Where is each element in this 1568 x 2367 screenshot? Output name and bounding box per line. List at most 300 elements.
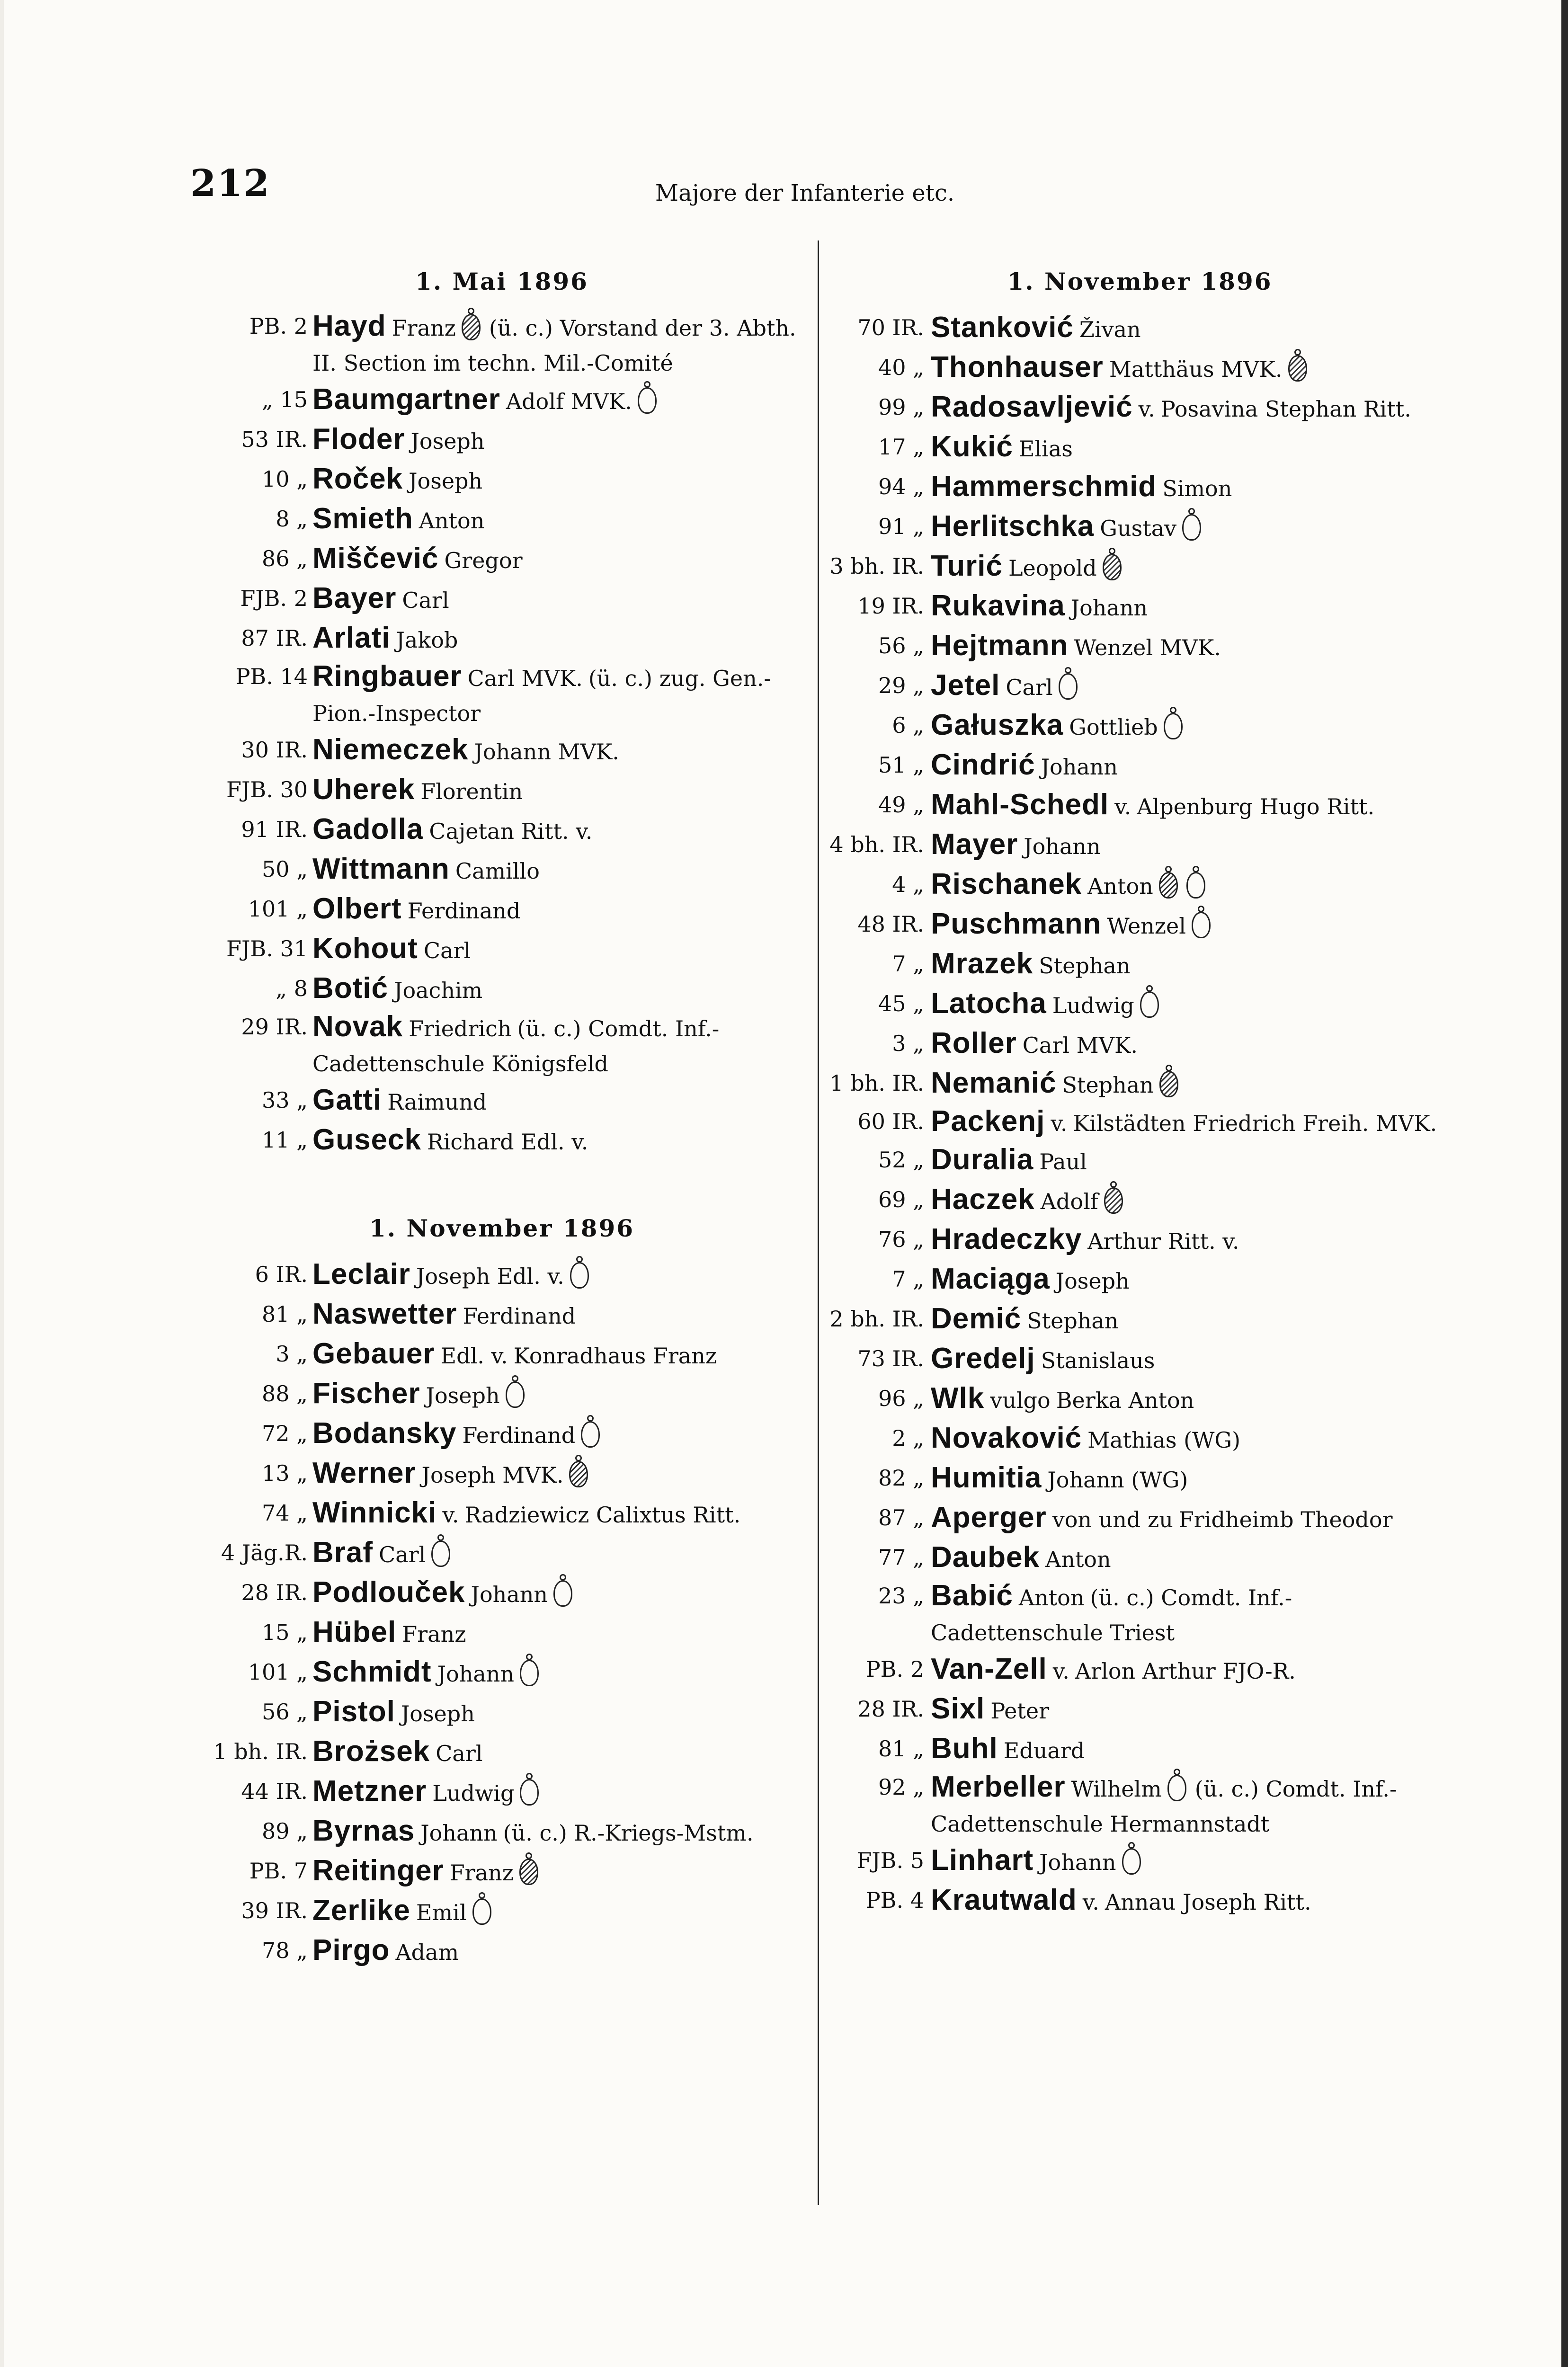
- given-name: Gregor: [444, 548, 523, 573]
- surname: Gredelj: [931, 1342, 1035, 1375]
- roster-entry: [189, 850, 814, 890]
- surname: Thonhauser: [931, 351, 1104, 383]
- unit-label: FJB. 30: [226, 777, 308, 802]
- column-divider: [818, 240, 819, 2205]
- given-name: vulgo: [990, 1388, 1051, 1413]
- unit-label: 101 „: [248, 896, 308, 922]
- surname: Botić: [312, 972, 388, 1005]
- section-heading: 1. Mai 1896: [415, 267, 588, 295]
- given-name: Simon: [1162, 476, 1232, 501]
- unit-label: 49 „: [878, 792, 924, 818]
- unit-label: 82 „: [878, 1465, 924, 1491]
- roster-entry: [824, 309, 1456, 348]
- given-name: v.: [1114, 794, 1131, 819]
- roster-entry: [824, 1770, 1456, 1842]
- given-name: Stephan: [1039, 953, 1131, 979]
- given-name: Stephan: [1062, 1072, 1154, 1098]
- crowned-medal-icon: [1159, 872, 1178, 899]
- section-heading: 1. November 1896: [1007, 267, 1273, 295]
- surname: Mayer: [931, 828, 1018, 861]
- medal-icon: [506, 1381, 525, 1408]
- unit-label: 7 „: [892, 951, 924, 977]
- given-name: Wenzel MVK.: [1074, 635, 1221, 660]
- roster-entry: [189, 1375, 814, 1415]
- roster-entry: [824, 826, 1456, 865]
- unit-label: 4 bh. IR.: [829, 832, 924, 857]
- unit-label: 91 „: [878, 514, 924, 539]
- given-name: Ludwig: [432, 1780, 515, 1806]
- surname: Linhart: [931, 1844, 1034, 1877]
- surname: Novak: [312, 1010, 403, 1043]
- roster-entry: [189, 1494, 814, 1534]
- unit-label: FJB. 2: [240, 586, 308, 611]
- unit-label: 17 „: [878, 434, 924, 460]
- unit-label: 56 „: [878, 633, 924, 658]
- given-name: v.: [1052, 1658, 1069, 1684]
- roster-entry: [824, 1340, 1456, 1379]
- unit-label: FJB. 5: [856, 1848, 924, 1873]
- surname: Hübel: [312, 1616, 397, 1648]
- crowned-medal-icon: [569, 1461, 588, 1487]
- roster-entry: [824, 1881, 1456, 1921]
- unit-label: 91 IR.: [241, 817, 308, 842]
- given-name: Wenzel: [1107, 913, 1186, 939]
- unit-label: 76 „: [878, 1227, 924, 1252]
- unit-label: 15 „: [262, 1620, 308, 1645]
- roster-entry: [824, 587, 1456, 627]
- surname: Ringbauer: [312, 660, 462, 693]
- unit-label: 52 „: [878, 1147, 924, 1173]
- unit-label: 86 „: [262, 546, 308, 571]
- unit-label: 28 IR.: [241, 1580, 308, 1605]
- unit-label: 48 IR.: [857, 911, 924, 937]
- roster-entry: [824, 706, 1456, 746]
- medal-icon: [1192, 912, 1211, 938]
- surname: Duralia: [931, 1143, 1034, 1176]
- given-name: Johann: [420, 1820, 498, 1846]
- entry-remark: Alpenburg Hugo Ritt.: [1137, 794, 1375, 819]
- unit-label: 74 „: [262, 1500, 308, 1526]
- entry-remark: Konradhaus Franz: [513, 1343, 717, 1369]
- unit-label: 44 IR.: [241, 1779, 308, 1804]
- crowned-medal-icon: [519, 1859, 538, 1885]
- unit-label: 56 „: [262, 1699, 308, 1725]
- given-name: Ferdinand: [407, 898, 521, 924]
- crowned-medal-icon: [1159, 1071, 1178, 1097]
- roster-entry: [824, 1842, 1456, 1881]
- given-name: Friedrich: [409, 1016, 512, 1041]
- roster-entry: [824, 627, 1456, 667]
- given-name: Franz: [449, 1860, 514, 1886]
- surname: Roček: [312, 463, 403, 495]
- roster-entry: [189, 420, 814, 460]
- roster-entry: [824, 388, 1456, 428]
- given-name: Johann: [471, 1582, 548, 1607]
- surname: Gałuszka: [931, 709, 1064, 741]
- unit-label: 45 „: [878, 991, 924, 1016]
- surname: Winnicki: [312, 1496, 437, 1529]
- given-name: Carl: [1006, 675, 1053, 700]
- given-name: v.: [1051, 1111, 1068, 1136]
- given-name: Peter: [990, 1698, 1050, 1724]
- roster-entry: [824, 1578, 1456, 1650]
- unit-label: 39 IR.: [241, 1898, 308, 1923]
- given-name: Ludwig: [1052, 993, 1134, 1018]
- surname: Arlati: [312, 622, 391, 654]
- given-name: Stanislaus: [1041, 1348, 1155, 1373]
- roster-entry: [189, 1255, 814, 1295]
- given-name: von und zu: [1052, 1507, 1173, 1532]
- unit-label: 3 „: [276, 1341, 308, 1367]
- unit-label: 2 „: [892, 1425, 924, 1451]
- roster-entry: [824, 905, 1456, 945]
- unit-label: 77 „: [878, 1545, 924, 1570]
- given-name: Johann MVK.: [474, 739, 619, 765]
- medal-icon: [553, 1580, 572, 1607]
- entry-remark: (ü. c.) zug. Gen.-Pion.-Inspector: [312, 666, 771, 726]
- unit-label: 89 „: [262, 1818, 308, 1844]
- roster-entry: [189, 731, 814, 771]
- given-name: Anton: [1045, 1547, 1111, 1572]
- unit-label: 72 „: [262, 1421, 308, 1446]
- roster-entry: [824, 1181, 1456, 1220]
- surname: Mahl-Schedl: [931, 788, 1109, 821]
- given-name: Jakob: [396, 627, 458, 653]
- given-name: Florentin: [420, 779, 523, 804]
- unit-label: 10 „: [262, 466, 308, 492]
- roster-entry: [824, 547, 1456, 587]
- given-name: Carl: [379, 1542, 426, 1567]
- crowned-medal-icon: [462, 314, 481, 340]
- unit-label: 60 IR.: [857, 1109, 924, 1134]
- unit-label: 69 „: [878, 1187, 924, 1212]
- medal-icon: [1186, 872, 1205, 899]
- roster-entry: [189, 1892, 814, 1931]
- roster-entry: [189, 890, 814, 930]
- medal-icon: [520, 1660, 539, 1686]
- roster-entry: [824, 1419, 1456, 1459]
- roster-entry: [189, 381, 814, 420]
- unit-label: 29 IR.: [241, 1014, 308, 1040]
- roster-entry: [189, 1009, 814, 1081]
- unit-label: 8 „: [276, 506, 308, 532]
- unit-label: „ 15: [262, 387, 308, 412]
- surname: Maciąga: [931, 1263, 1050, 1295]
- given-name: Matthäus MVK.: [1109, 356, 1283, 382]
- given-name: Emil: [416, 1900, 467, 1925]
- roster-entry: [824, 468, 1456, 507]
- given-name: Carl: [402, 587, 449, 613]
- medal-icon: [1059, 673, 1078, 700]
- surname: Merbeller: [931, 1771, 1066, 1803]
- surname: Haczek: [931, 1183, 1035, 1216]
- given-name: Joseph: [1055, 1268, 1130, 1294]
- surname: Baumgartner: [312, 383, 500, 416]
- roster-entry: [189, 659, 814, 731]
- roster-entry: [824, 865, 1456, 905]
- roster-entry: [189, 1852, 814, 1892]
- given-name: Carl: [436, 1741, 483, 1766]
- entry-remark: (ü. c.) R.-Kriegs-Mstm.: [503, 1820, 754, 1846]
- given-name: Mathias (WG): [1087, 1427, 1241, 1453]
- medal-icon: [570, 1262, 589, 1289]
- scan-edge-left: [0, 0, 4, 2367]
- roster-entry: [189, 1295, 814, 1335]
- surname: Naswetter: [312, 1298, 457, 1330]
- given-name: v.: [1082, 1889, 1099, 1915]
- surname: Pistol: [312, 1695, 395, 1728]
- unit-label: 4 Jäg.R.: [221, 1540, 308, 1566]
- surname: Metzner: [312, 1775, 427, 1807]
- surname: Guseck: [312, 1123, 422, 1156]
- given-name: Joseph: [426, 1383, 500, 1408]
- roster-entry: [189, 1693, 814, 1733]
- roster-entry: [189, 619, 814, 659]
- surname: Rukavina: [931, 589, 1065, 622]
- unit-label: 1 bh. IR.: [829, 1070, 924, 1096]
- unit-label: 99 „: [878, 394, 924, 420]
- unit-label: PB. 2: [249, 313, 308, 339]
- roster-entry: [824, 1539, 1456, 1578]
- running-title: Majore der Infanterie etc.: [655, 180, 955, 206]
- unit-label: 96 „: [878, 1386, 924, 1411]
- given-name: Cajetan Ritt. v.: [429, 819, 593, 844]
- surname: Sixl: [931, 1692, 985, 1725]
- roster-entry: [189, 1454, 814, 1494]
- surname: Radosavljević: [931, 391, 1133, 423]
- roster-entry: [824, 667, 1456, 706]
- crowned-medal-icon: [1103, 554, 1122, 580]
- medal-icon: [638, 387, 657, 414]
- roster-entry: [824, 786, 1456, 826]
- roster-entry: [824, 985, 1456, 1024]
- given-name: Joseph Edl. v.: [416, 1264, 564, 1289]
- entry-remark: (ü. c.) Comdt. Inf.-Cadettenschule Hermannstadt: [931, 1776, 1397, 1837]
- surname: Schmidt: [312, 1655, 432, 1688]
- given-name: Gottlieb: [1069, 714, 1158, 740]
- roster-entry: [824, 1650, 1456, 1690]
- medal-icon: [1164, 713, 1183, 739]
- surname: Leclair: [312, 1258, 410, 1290]
- unit-label: 87 IR.: [241, 625, 308, 651]
- given-name: Franz: [402, 1621, 466, 1647]
- roster-entry: [189, 1574, 814, 1613]
- crowned-medal-icon: [1288, 355, 1307, 382]
- unit-label: 2 bh. IR.: [829, 1306, 924, 1332]
- surname: Demić: [931, 1302, 1022, 1335]
- roster-entry: [189, 1812, 814, 1852]
- surname: Podlouček: [312, 1576, 465, 1609]
- surname: Miščević: [312, 542, 439, 575]
- unit-label: 70 IR.: [857, 315, 924, 340]
- given-name: Leopold: [1008, 555, 1097, 581]
- roster-entry: [189, 930, 814, 970]
- medal-icon: [431, 1540, 450, 1567]
- surname: Puschmann: [931, 908, 1102, 940]
- given-name: Eduard: [1003, 1738, 1085, 1763]
- surname: Gadolla: [312, 813, 424, 845]
- roster-entry: [824, 1300, 1456, 1340]
- surname: Pirgo: [312, 1934, 390, 1967]
- roster-entry: [189, 1772, 814, 1812]
- medal-icon: [1122, 1848, 1141, 1875]
- surname: Werner: [312, 1457, 416, 1489]
- roster-entry: [824, 428, 1456, 468]
- roster-entry: [189, 771, 814, 810]
- surname: Gebauer: [312, 1337, 435, 1370]
- entry-remark: (ü. c.) Comdt. Inf.-Cadettenschule Triest: [931, 1585, 1292, 1646]
- unit-label: 81 „: [878, 1736, 924, 1762]
- surname: Bayer: [312, 582, 397, 614]
- unit-label: 6 „: [892, 712, 924, 738]
- given-name: Carl: [423, 938, 471, 963]
- unit-label: 3 bh. IR.: [829, 553, 924, 579]
- roster-entry: [189, 1534, 814, 1574]
- surname: Mrazek: [931, 947, 1033, 980]
- medal-icon: [472, 1898, 491, 1925]
- surname: Turić: [931, 550, 1003, 582]
- surname: Cindrić: [931, 748, 1035, 781]
- unit-label: 78 „: [262, 1938, 308, 1963]
- roster-entry: [824, 1024, 1456, 1064]
- given-name: Anton: [419, 508, 485, 534]
- medal-icon: [1182, 514, 1201, 541]
- unit-label: 40 „: [878, 355, 924, 380]
- surname: Van-Zell: [931, 1653, 1047, 1685]
- given-name: Gustav: [1100, 516, 1177, 541]
- roster-entry: [824, 1141, 1456, 1181]
- entry-remark: Radziewicz Calixtus Ritt.: [464, 1502, 741, 1528]
- unit-label: 53 IR.: [241, 427, 308, 452]
- roster-entry: [824, 507, 1456, 547]
- surname: Hayd: [312, 310, 386, 342]
- given-name: Joseph: [409, 468, 483, 494]
- unit-label: PB. 14: [235, 664, 308, 689]
- surname: Roller: [931, 1027, 1017, 1059]
- unit-label: 11 „: [262, 1127, 308, 1153]
- given-name: Adam: [395, 1940, 459, 1965]
- given-name: Camillo: [455, 858, 540, 884]
- unit-label: 33 „: [262, 1087, 308, 1113]
- roster-entry: [189, 1613, 814, 1653]
- surname: Wittmann: [312, 853, 450, 885]
- surname: Novaković: [931, 1422, 1082, 1454]
- surname: Smieth: [312, 502, 413, 535]
- medal-icon: [1140, 991, 1159, 1018]
- roster-entry: [189, 1653, 814, 1693]
- surname: Olbert: [312, 892, 402, 925]
- given-name: Franz: [392, 315, 456, 341]
- roster-entry: [189, 309, 814, 381]
- unit-label: 94 „: [878, 474, 924, 499]
- surname: Fischer: [312, 1377, 420, 1410]
- surname: Uherek: [312, 773, 415, 806]
- unit-label: FJB. 31: [226, 936, 308, 961]
- unit-label: 1 bh. IR.: [213, 1739, 308, 1764]
- surname: Byrnas: [312, 1815, 415, 1847]
- given-name: Ferdinand: [462, 1423, 576, 1448]
- roster-entry: [189, 1335, 814, 1375]
- surname: Kukić: [931, 430, 1013, 463]
- roster-entry: [189, 1931, 814, 1971]
- given-name: Joachim: [394, 978, 483, 1003]
- entry-remark: Arlon Arthur FJO-R.: [1075, 1658, 1296, 1684]
- unit-label: 28 IR.: [857, 1696, 924, 1722]
- given-name: Johann: [1024, 834, 1101, 859]
- entry-remark: Posavina Stephan Ritt.: [1160, 396, 1411, 422]
- section-heading: 1. November 1896: [369, 1214, 635, 1242]
- unit-label: 19 IR.: [857, 593, 924, 619]
- surname: Krautwald: [931, 1884, 1077, 1916]
- entry-remark: (ü. c.) Comdt. Inf.-Cadettenschule Königsfeld: [312, 1016, 720, 1077]
- given-name: Anton: [1018, 1585, 1085, 1611]
- unit-label: 23 „: [878, 1583, 924, 1609]
- unit-label: 4 „: [892, 872, 924, 897]
- unit-label: 73 IR.: [857, 1346, 924, 1371]
- scan-edge-right: [1561, 0, 1568, 2367]
- given-name: Edl. v.: [440, 1343, 508, 1369]
- entry-remark: Annau Joseph Ritt.: [1105, 1889, 1311, 1915]
- roster-entry: [824, 1260, 1456, 1300]
- surname: Daubek: [931, 1541, 1040, 1574]
- unit-label: PB. 7: [249, 1858, 308, 1884]
- given-name: Raimund: [387, 1089, 487, 1115]
- given-name: Johann: [1041, 754, 1118, 780]
- surname: Stanković: [931, 311, 1074, 344]
- given-name: Paul: [1039, 1149, 1087, 1175]
- roster-entry: [824, 1064, 1456, 1104]
- roster-entry: [824, 746, 1456, 786]
- unit-label: 81 „: [262, 1301, 308, 1327]
- roster-entry: [824, 1499, 1456, 1539]
- surname: Hradeczky: [931, 1223, 1082, 1255]
- given-name: Joseph: [401, 1701, 475, 1726]
- given-name: v.: [1138, 396, 1155, 422]
- surname: Rischanek: [931, 868, 1082, 900]
- given-name: Richard Edl. v.: [427, 1129, 588, 1155]
- roster-entry: [189, 579, 814, 619]
- unit-label: 101 „: [248, 1659, 308, 1685]
- roster-entry: [189, 540, 814, 579]
- entry-remark: Kilstädten Friedrich Freih. MVK.: [1073, 1111, 1437, 1136]
- surname: Kohout: [312, 932, 418, 965]
- unit-label: 3 „: [892, 1031, 924, 1056]
- given-name: Johann: [1039, 1850, 1116, 1875]
- given-name: Carl MVK.: [1022, 1032, 1138, 1058]
- unit-label: 6 IR.: [255, 1262, 308, 1287]
- unit-label: 92 „: [878, 1774, 924, 1800]
- surname: Brożsek: [312, 1735, 430, 1768]
- unit-label: „ 8: [276, 976, 308, 1001]
- surname: Gatti: [312, 1084, 382, 1116]
- surname: Zerlike: [312, 1894, 410, 1927]
- given-name: Anton: [1087, 873, 1153, 899]
- unit-label: 50 „: [262, 856, 308, 882]
- roster-entry: [824, 1459, 1456, 1499]
- crowned-medal-icon: [1104, 1187, 1123, 1214]
- roster-entry: [189, 1121, 814, 1161]
- roster-entry: [824, 1690, 1456, 1730]
- surname: Bodansky: [312, 1417, 457, 1450]
- left-column: [189, 265, 814, 1971]
- roster-entry: [824, 1730, 1456, 1770]
- surname: Herlitschka: [931, 510, 1095, 543]
- right-column: [824, 265, 1456, 1921]
- given-name: Adolf: [1040, 1189, 1098, 1214]
- roster-entry: [189, 970, 814, 1009]
- surname: Nemanić: [931, 1067, 1057, 1099]
- roster-entry: [824, 348, 1456, 388]
